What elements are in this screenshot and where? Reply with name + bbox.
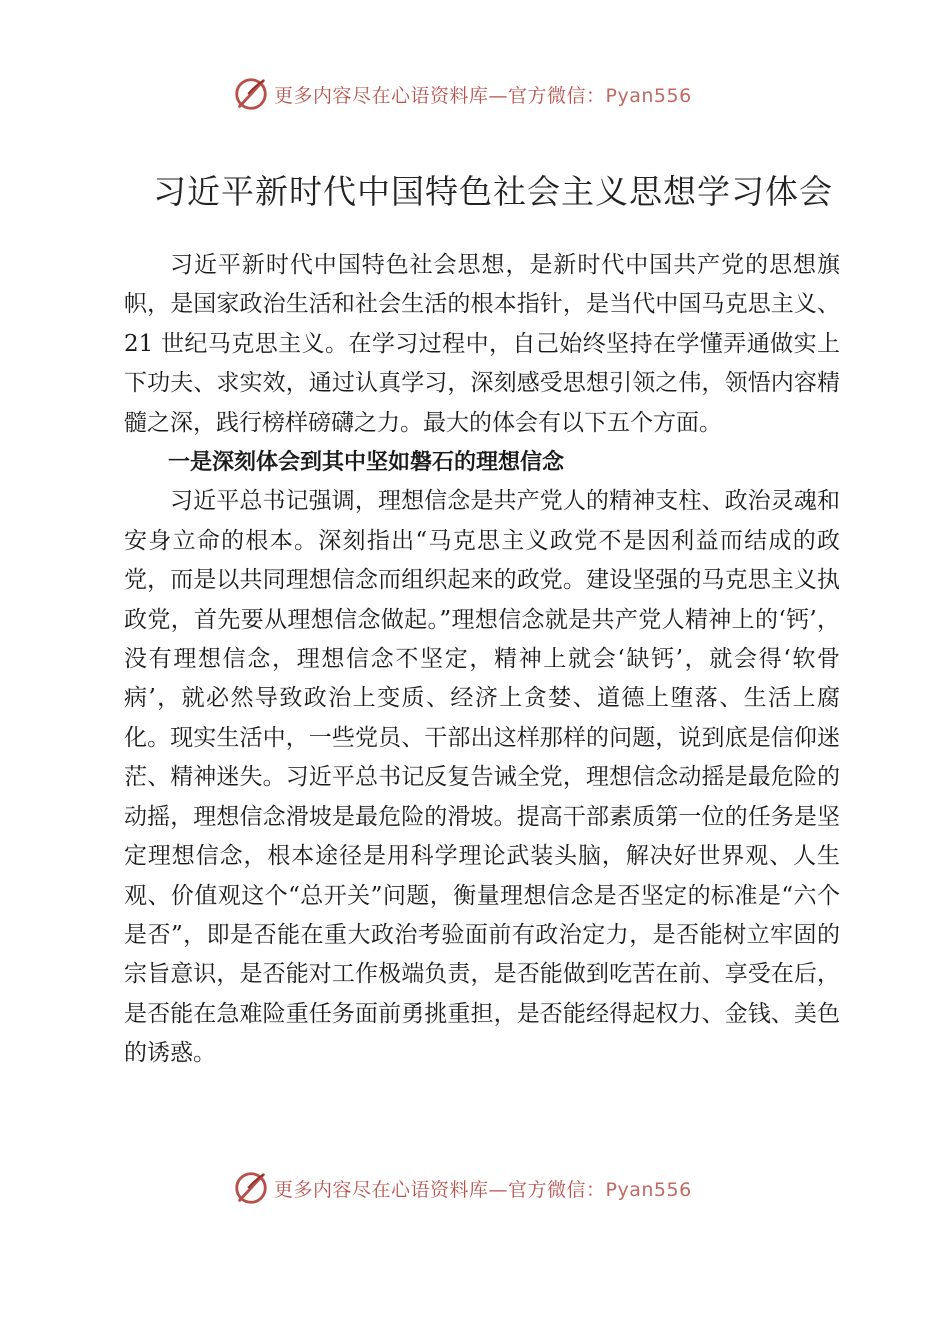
intro-paragraph: 习近平新时代中国特色社会思想，是新时代中国共产党的思想旗帜，是国家政治生活和社会生活的根本指针，是当代中国马克思主义、21 世纪马克思主义。在学习过程中，自己始终坚持在学懂弄通做实上下功夫、求实效，通过认真学习，深刻感受思想引领之伟，领悟内容精髓之深，践行榜样磅礴之力。最大的体会有以下五个方面。	[124, 252, 840, 436]
header-watermark-banner	[232, 74, 692, 114]
document-body	[124, 246, 840, 1074]
body-paragraph: 习近平总书记强调，理想信念是共产党人的精神支柱、政治灵魂和安身立命的根本。深刻指出“马克思主义政党不是因利益而结成的政党，而是以共同理想信念而组织起来的政党。建设坚强的马克思主义执政党，首先要从理想信念做起。”理想信念就是共产党人精神上的‘钙’，没有理想信念，理想信念不坚定，精神上就会‘缺钙’，就会得‘软骨病’，就必然导致政治上变质、经济上贪婪、道德上堕落、生活上腐化。现实生活中，一些党员、干部出这样那样的问题，说到底是信仰迷茫、精神迷失。习近平总书记反复告诫全党，理想信念动摇是最危险的动摇，理想信念滑坡是最危险的滑坡。提高干部素质第一位的任务是坚定理想信念，根本途径是用科学理论武装头脑，解决好世界观、人生观、价值观这个“总开关”问题，衡量理想信念是否坚定的标准是“六个是否”，即是否能在重大政治考验面前有政治定力，是否能树立牢固的宗旨意识，是否能对工作极端负责，是否能做到吃苦在前、享受在后，是否能在急难险重任务面前勇挑重担，是否能经得起权力、金钱、美色的诱惑。	[124, 488, 840, 1067]
banner-text: 更多内容尽在心语资料库—官方微信：Pyan556	[274, 1178, 692, 1201]
quill-logo-icon	[232, 75, 270, 113]
banner-text: 更多内容尽在心语资料库—官方微信：Pyan556	[274, 84, 692, 107]
quill-logo-icon	[232, 1169, 270, 1207]
document-title: 习近平新时代中国特色社会主义思想学习体会	[153, 172, 833, 211]
section-heading: 一是深刻体会到其中坚如磐石的理想信念	[168, 450, 565, 476]
footer-watermark-banner	[232, 1168, 692, 1208]
